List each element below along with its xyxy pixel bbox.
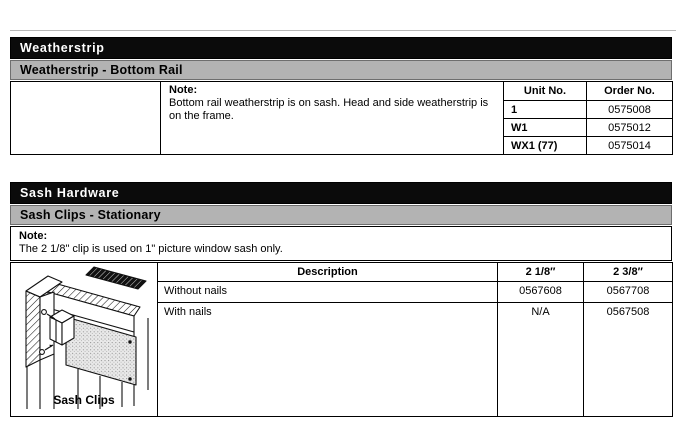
order-no-cell: 0575014 <box>587 137 673 155</box>
empty-cell <box>11 82 161 155</box>
sash-clips-subsection-title: Sash Clips - Stationary <box>20 208 161 222</box>
order-no-cell: 0567708 <box>584 282 673 303</box>
sash-clips-note-row <box>10 226 672 261</box>
sash-clips-illustration-icon <box>14 266 154 411</box>
description-column-header: Description <box>158 263 498 282</box>
sash-hardware-section-title: Sash Hardware <box>20 186 120 200</box>
weatherstrip-section <box>10 37 672 155</box>
order-no-cell: 0567608 <box>498 282 584 303</box>
illustration-caption: Sash Clips <box>53 393 115 407</box>
unit-no-column-header: Unit No. <box>504 82 587 101</box>
weatherstrip-note-cell <box>161 82 504 155</box>
illustration-cell <box>11 263 158 417</box>
order-no-cell: 0575012 <box>587 119 673 137</box>
order-no-cell: 0567508 <box>584 303 673 417</box>
description-cell: With nails <box>158 303 498 417</box>
sash-hardware-section <box>10 182 672 417</box>
size-2-1-8-column-header: 2 1/8″ <box>498 263 584 282</box>
note-text: The 2 1/8" clip is used on 1" picture window sash only. <box>19 243 283 255</box>
order-no-cell: N/A <box>498 303 584 417</box>
weatherstrip-section-title: Weatherstrip <box>20 41 105 55</box>
description-cell: Without nails <box>158 282 498 303</box>
sash-clips-subsection-header <box>10 205 672 225</box>
sash-hardware-section-header <box>10 182 672 204</box>
weatherstrip-section-header <box>10 37 672 59</box>
note-label: Note: <box>169 84 198 96</box>
note-label: Note: <box>19 230 48 242</box>
weatherstrip-table <box>10 81 673 155</box>
unit-no-cell: WX1 (77) <box>504 137 587 155</box>
order-no-column-header: Order No. <box>587 82 673 101</box>
top-rule <box>10 30 676 31</box>
weatherstrip-subsection-title: Weatherstrip - Bottom Rail <box>20 63 183 77</box>
weatherstrip-subsection-header <box>10 60 672 80</box>
note-text: Bottom rail weatherstrip is on sash. Head and side weatherstrip is on the frame. <box>169 97 489 122</box>
size-2-3-8-column-header: 2 3/8″ <box>584 263 673 282</box>
table-header-row <box>11 82 673 101</box>
order-no-cell: 0575008 <box>587 101 673 119</box>
unit-no-cell: W1 <box>504 119 587 137</box>
sash-clips-table <box>10 262 673 417</box>
unit-no-cell: 1 <box>504 101 587 119</box>
table-header-row <box>11 263 673 282</box>
